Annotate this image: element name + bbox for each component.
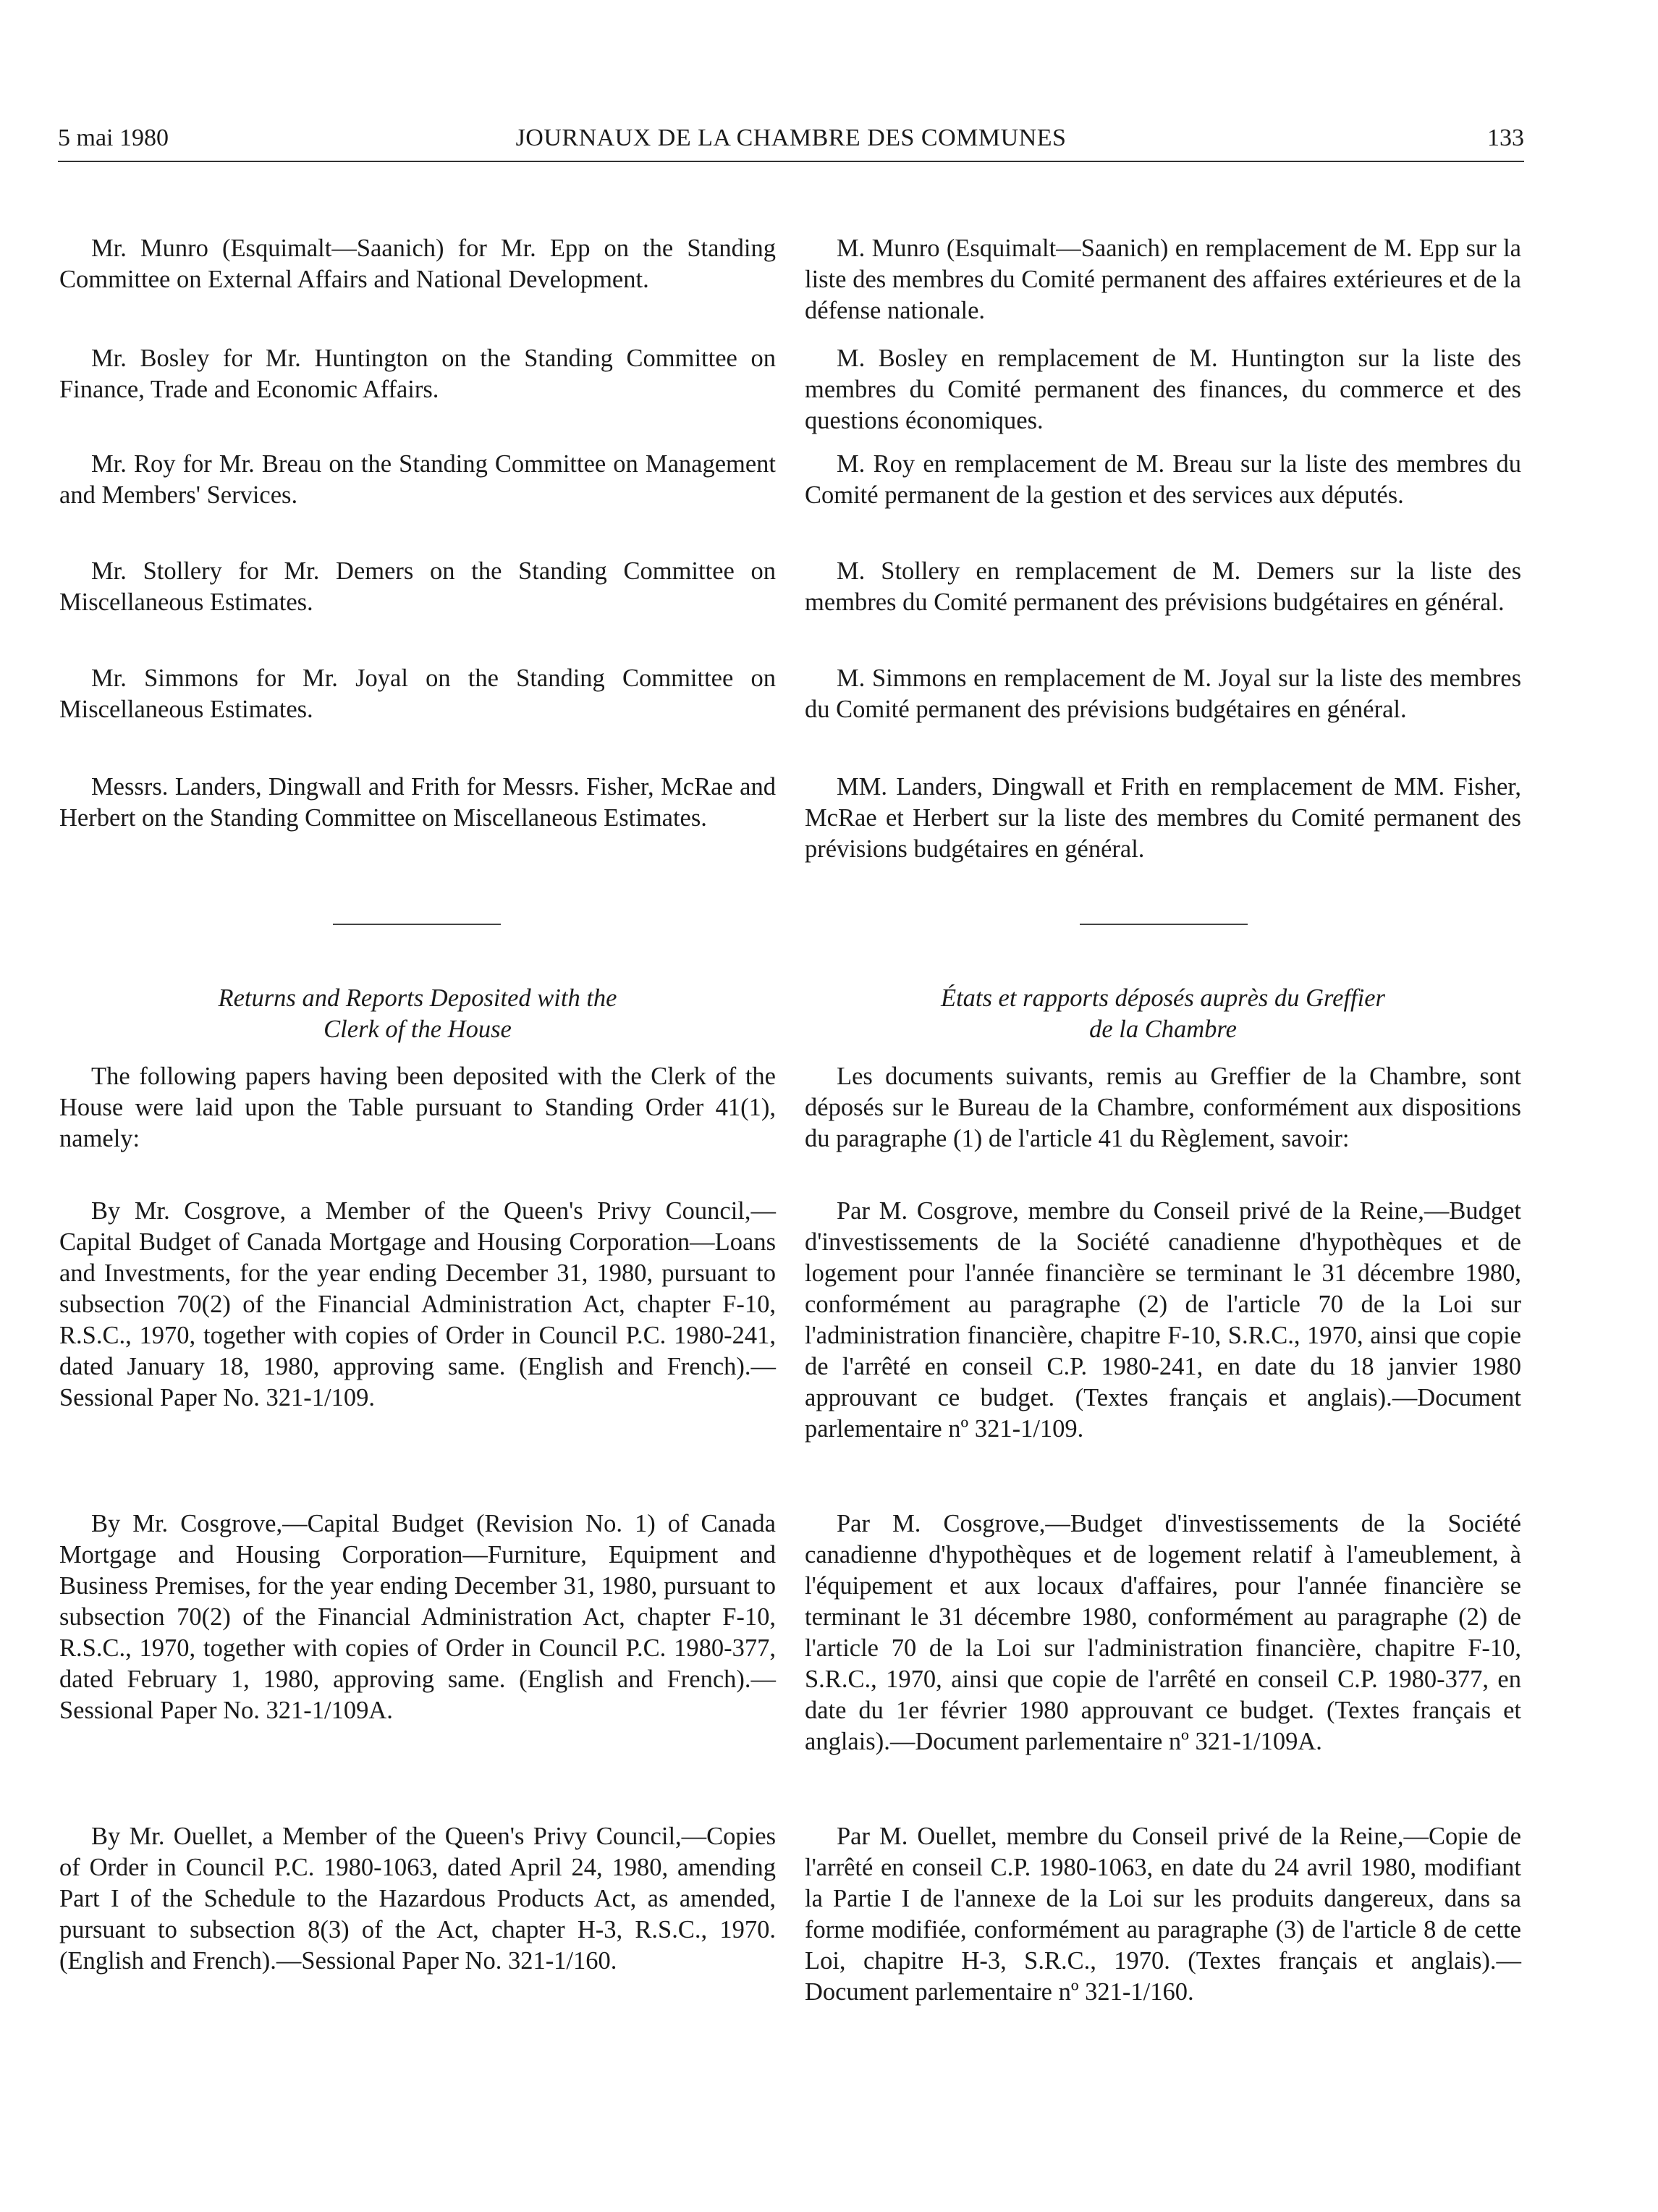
- return-entry: Par M. Ouellet, membre du Conseil privé de la Reine,—Copie de l'arrêté en conseil C.P. 1980-1063, en date du 24 avril 1980, modifiant la Partie I de l'annexe de la Loi sur les produits dangereux, dans sa forme modifiée, conformément au paragraphe (3) de l'article 8 de cette Loi, chapitre H-3, S.R.C., 1970. (Textes français et anglais).—Document parlementaire nº 321-1/160.: [805, 1823, 1521, 2006]
- return-entry: Par M. Cosgrove,—Budget d'investissements de la Société canadienne d'hypothèques et de logement relatif à l'ameublement, à l'équipement et aux locaux d'affaires, pour l'année financière se terminant le 31 décembre 1980, conformément au paragraphe (2) de l'article 70 de la Loi sur l'administration financière, chapitre F-10, S.R.C., 1970, ainsi que copie de l'arrêté en conseil C.P. 1980-377, en date du 1er février 1980 approuvant ce budget. (Textes français et anglais).—Document parlementaire nº 321-1/109A.: [805, 1510, 1521, 1755]
- section-separator: [1080, 924, 1248, 925]
- substitution-entry: MM. Landers, Dingwall et Frith en remplacement de MM. Fisher, McRae et Herbert sur la liste des membres du Comité permanent des prévisions budgétaires en général.: [805, 773, 1521, 863]
- substitution-entry: Mr. Bosley for Mr. Huntington on the Standing Committee on Finance, Trade and Economic Affairs.: [59, 345, 776, 403]
- substitution-entry: M. Stollery en remplacement de M. Demers sur la liste des membres du Comité permanent des prévisions budgétaires en général.: [805, 557, 1521, 616]
- substitution-entry: Mr. Roy for Mr. Breau on the Standing Committee on Management and Members' Services.: [59, 450, 776, 509]
- substitution-entry: M. Munro (Esquimalt—Saanich) en remplacement de M. Epp sur la liste des membres du Comité permanent des affaires extérieures et de la défense nationale.: [805, 235, 1521, 324]
- section-intro: Les documents suivants, remis au Greffier de la Chambre, sont déposés sur le Bureau de la Chambre, conformément aux dispositions du paragraphe (1) de l'article 41 du Règlement, savoir:: [805, 1063, 1521, 1152]
- section-separator: [333, 924, 501, 925]
- substitution-entry: M. Bosley en remplacement de M. Huntington sur la liste des membres du Comité permanent des finances, du commerce et des questions économiques.: [805, 345, 1521, 434]
- substitution-entry: M. Roy en remplacement de M. Breau sur la liste des membres du Comité permanent de la gestion et des services aux députés.: [805, 450, 1521, 509]
- section-intro: The following papers having been deposited with the Clerk of the House were laid upon the Table pursuant to Standing Order 41(1), namely:: [59, 1063, 776, 1152]
- header-rule: [58, 161, 1524, 162]
- substitution-entry: Mr. Stollery for Mr. Demers on the Standing Committee on Miscellaneous Estimates.: [59, 557, 776, 616]
- journal-title: JOURNAUX DE LA CHAMBRE DES COMMUNES: [515, 124, 1067, 151]
- section-heading: Returns and Reports Deposited with the Clerk of the House: [218, 984, 617, 1043]
- return-entry: Par M. Cosgrove, membre du Conseil privé de la Reine,—Budget d'investissements de la Société canadienne d'hypothèques et de logement pour l'année financière se terminant le 31 décembre 1980, conformément au paragraphe (2) de l'article 70 de la Loi sur l'administration financière, chapitre F-10, S.R.C., 1970, ainsi que copie de l'arrêté en conseil C.P. 1980-241, en date du 18 janvier 1980 approuvant ce budget. (Textes français et anglais).—Document parlementaire nº 321-1/109.: [805, 1197, 1521, 1443]
- substitution-entry: Mr. Simmons for Mr. Joyal on the Standing Committee on Miscellaneous Estimates.: [59, 664, 776, 723]
- return-entry: By Mr. Cosgrove, a Member of the Queen's Privy Council,—Capital Budget of Canada Mortgage and Housing Corporation—Loans and Investments, for the year ending December 31, 1980, pursuant to subsection 70(2) of the Financial Administration Act, chapter F-10, R.S.C., 1970, together with copies of Order in Council P.C. 1980-241, dated January 18, 1980, approving same. (English and French).—Sessional Paper No. 321-1/109.: [59, 1197, 776, 1411]
- return-entry: By Mr. Cosgrove,—Capital Budget (Revision No. 1) of Canada Mortgage and Housing Corporation—Furniture, Equipment and Business Premises, for the year ending December 31, 1980, pursuant to subsection 70(2) of the Financial Administration Act, chapter F-10, R.S.C., 1970, together with copies of Order in Council P.C. 1980-377, dated February 1, 1980, approving same. (English and French).—Sessional Paper No. 321-1/109A.: [59, 1510, 776, 1724]
- page-header: [58, 124, 1524, 165]
- page-number: 133: [1487, 124, 1524, 151]
- substitution-entry: Messrs. Landers, Dingwall and Frith for Messrs. Fisher, McRae and Herbert on the Standing Committee on Miscellaneous Estimates.: [59, 773, 776, 832]
- section-heading: États et rapports déposés auprès du Greffier de la Chambre: [941, 984, 1385, 1043]
- header-date: 5 mai 1980: [58, 124, 169, 151]
- substitution-entry: M. Simmons en remplacement de M. Joyal sur la liste des membres du Comité permanent des prévisions budgétaires en général.: [805, 664, 1521, 723]
- return-entry: By Mr. Ouellet, a Member of the Queen's Privy Council,—Copies of Order in Council P.C. 1980-1063, dated April 24, 1980, amending Part I of the Schedule to the Hazardous Products Act, as amended, pursuant to subsection 8(3) of the Act, chapter H-3, R.S.C., 1970. (English and French).—Sessional Paper No. 321-1/160.: [59, 1823, 776, 1975]
- substitution-entry: Mr. Munro (Esquimalt—Saanich) for Mr. Epp on the Standing Committee on External Affairs and National Development.: [59, 235, 776, 293]
